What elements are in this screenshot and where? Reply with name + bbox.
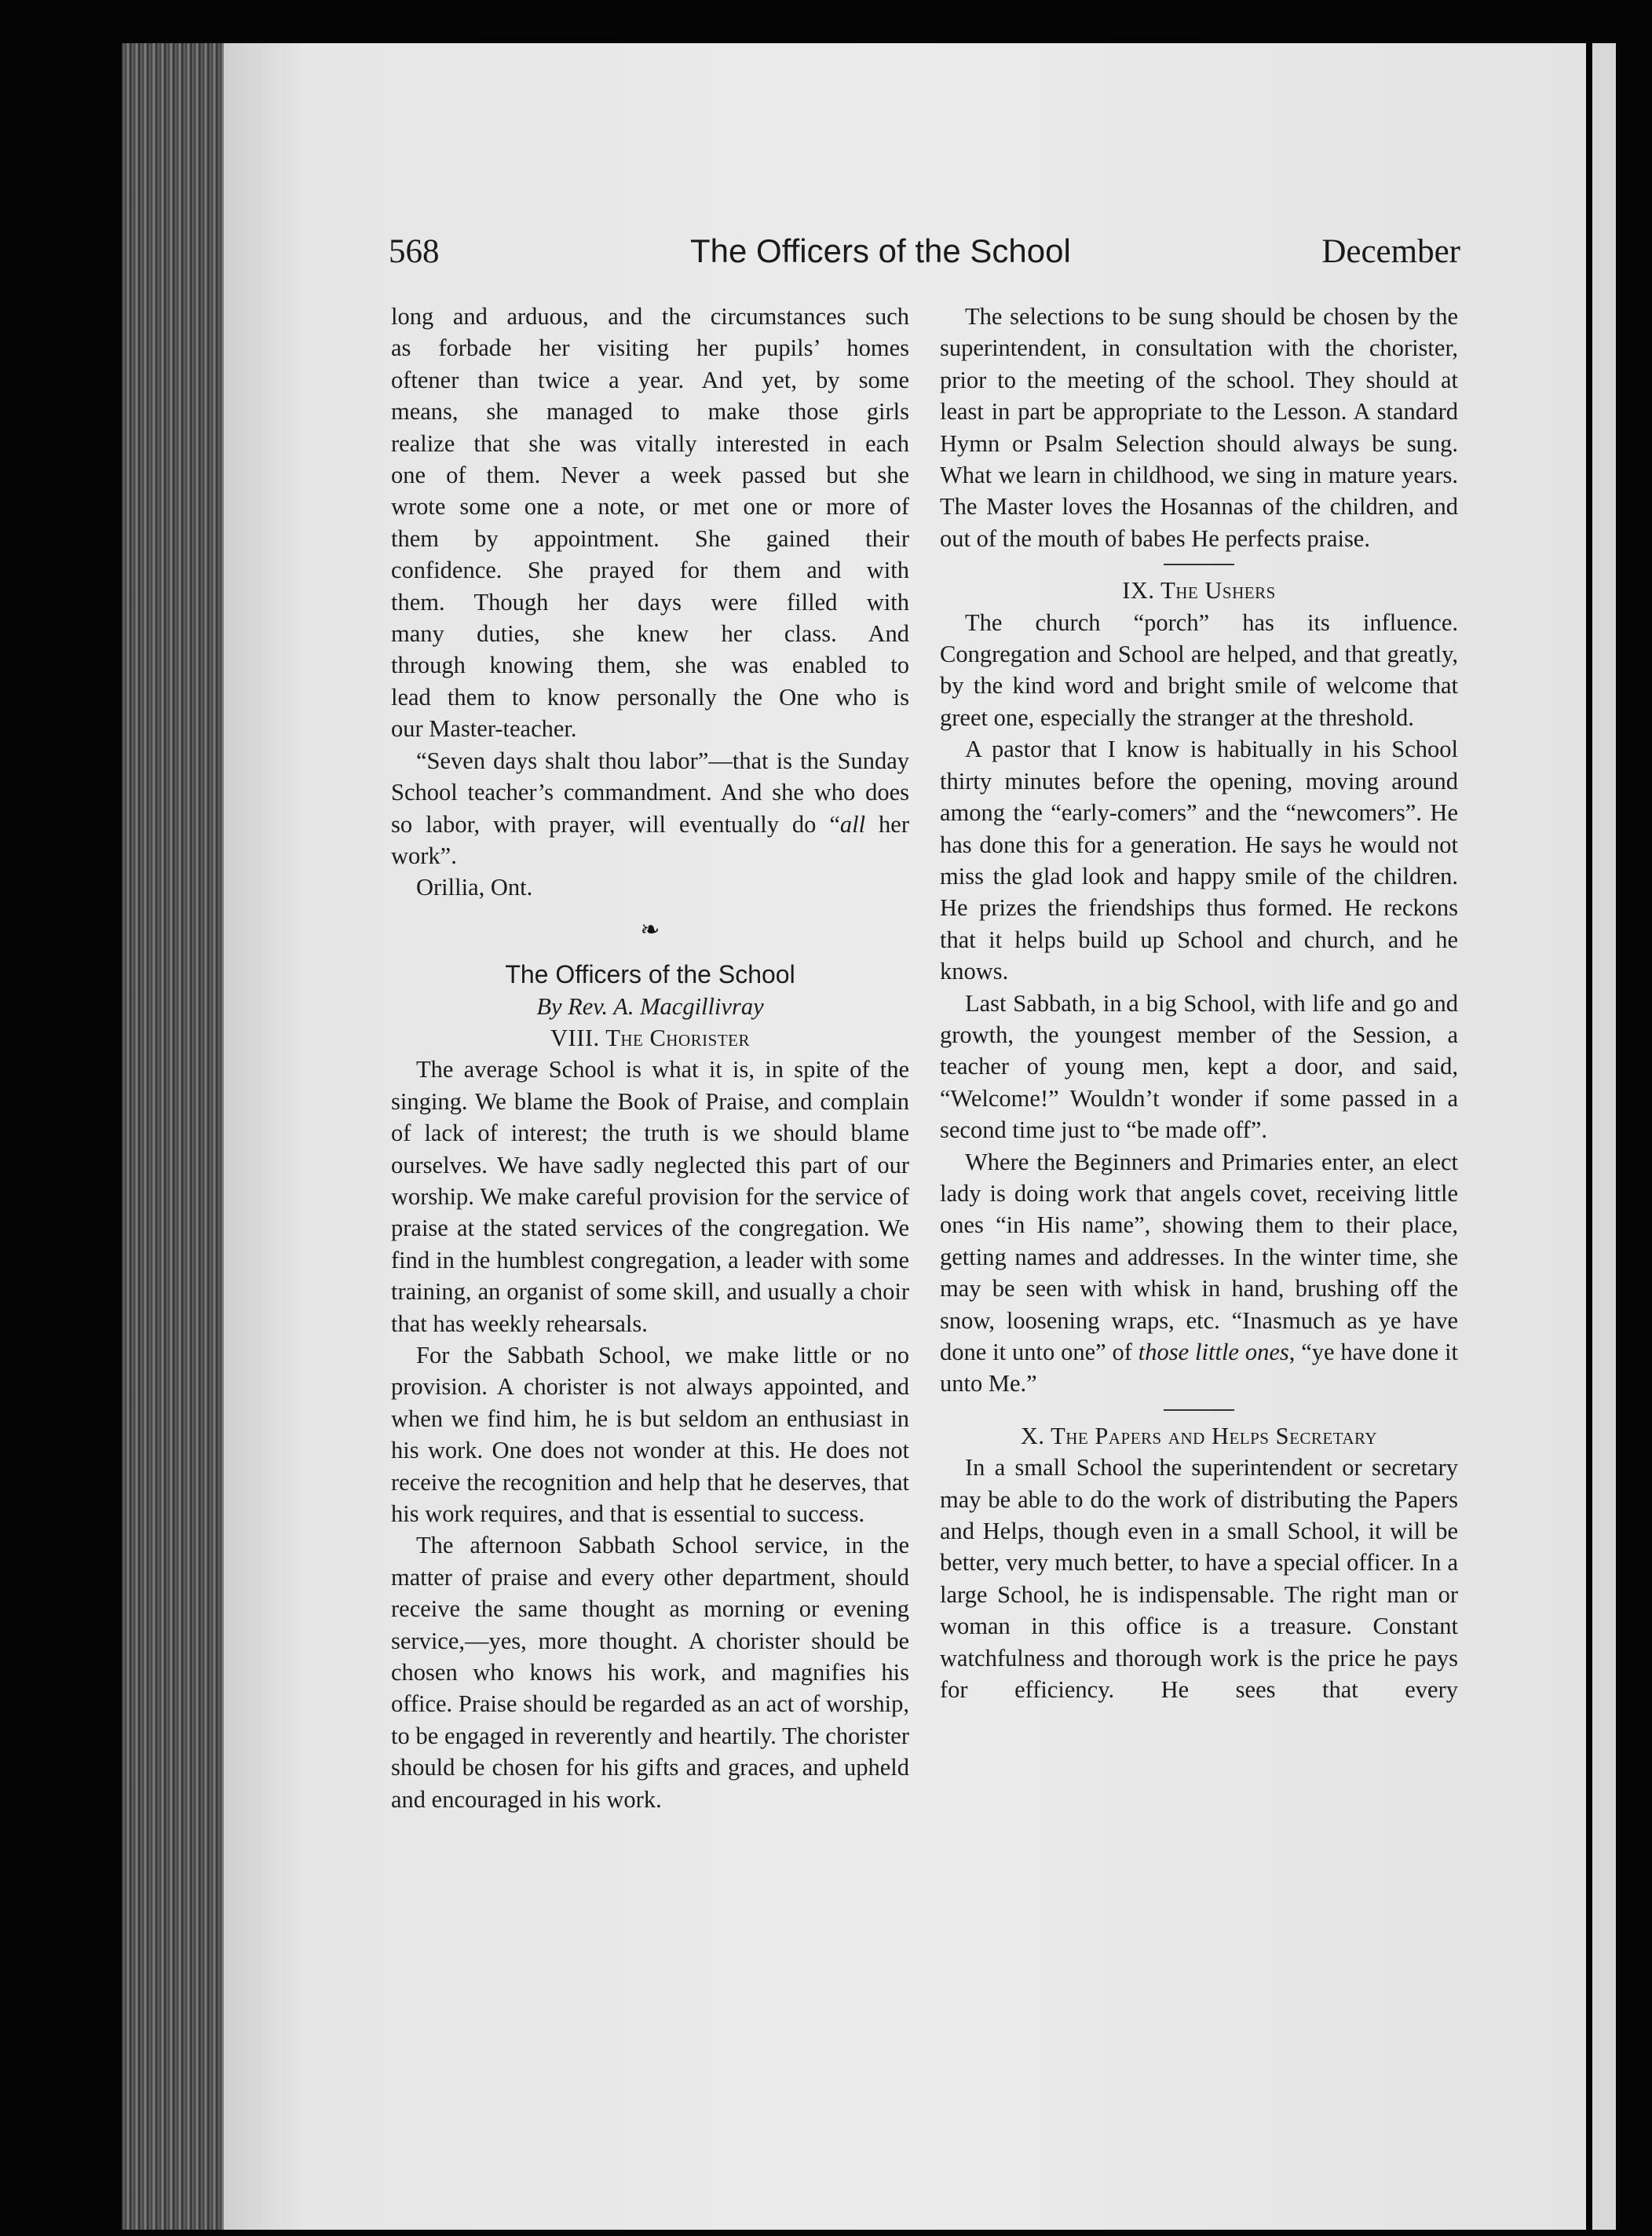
right-column bbox=[940, 301, 1458, 1705]
emphasis: all bbox=[839, 810, 866, 838]
paragraph: Last Sabbath, in a big School, with life and go and growth, the youngest member of the Session, a teacher of young men, kept a door, and said, “Welcome!” Wouldn’t wonder if some passed in a second time just to “be made off”. bbox=[940, 989, 1458, 1144]
text-line: oftener than twice a year. And yet, by some bbox=[391, 366, 909, 393]
signoff: Orillia, Ont. bbox=[416, 874, 533, 901]
text-line: many duties, she knew her class. And bbox=[391, 620, 909, 648]
divider bbox=[1164, 564, 1234, 565]
text-line: realize that she was vitally interested in each bbox=[391, 429, 909, 457]
running-header bbox=[389, 232, 1460, 280]
paragraph-text: , “ye have done it unto Me.” bbox=[940, 1339, 1458, 1398]
text-line: our Master-teacher. bbox=[391, 715, 577, 743]
paragraph: The afternoon Sabbath School service, in the matter of praise and every other department, should receive the same thought as morning or evening service,—yes, more thought. A chorister should be chosen who knows his work, and magnifies his office. Praise should be regarded as an act of worship, to be engaged in reverently and heartily. The chorister should be chosen for his gifts and graces, and upheld and encouraged in his work. bbox=[391, 1532, 909, 1813]
text-line: confidence. She prayed for them and with bbox=[391, 557, 909, 584]
text-line: as forbade her visiting her pupils’ homes bbox=[391, 334, 909, 362]
paragraph bbox=[940, 1146, 1458, 1400]
byline: By Rev. A. Macgillivray bbox=[536, 992, 764, 1020]
text-line: means, she managed to make those girls bbox=[391, 398, 909, 426]
paragraph-continued bbox=[391, 301, 909, 745]
paragraph: For the Sabbath School, we make little or no provision. A chorister is not always appointed, and when we find him, he is but seldom an enthusiast in his work. One does not wonder at this. He does not receive the recognition and help that he deserves, that his work requires, and that is essential to success. bbox=[391, 1342, 909, 1528]
text-line: wrote some one a note, or met one or more of bbox=[391, 493, 909, 521]
section-heading: VIII. The Chorister bbox=[550, 1024, 750, 1051]
divider bbox=[1164, 1409, 1234, 1411]
text-line: through knowing them, she was enabled to bbox=[391, 652, 909, 679]
text-line: them. Though her days were filled with bbox=[391, 588, 909, 616]
leaf-ornament-icon: ❧ bbox=[640, 916, 660, 943]
paragraph: In a small School the superintendent or secretary may be able to do the work of distributing the Papers and Helps, though even in a small School, it will be better, very much better, to have a special officer. In a large School, he is indispensable. The right man or woman in this office is a treasure. Constant watchfulness and thorough work is the price he pays for efficiency. He sees that every bbox=[940, 1454, 1458, 1704]
paragraph-text: “Seven days shalt thou labor”—that is the Sunday School teacher’s commandment. And she who does so labor, with prayer, will eventually do “ bbox=[391, 747, 909, 838]
text-line: long and arduous, and the circumstances such bbox=[391, 303, 909, 330]
paragraph: The average School is what it is, in spite of the singing. We blame the Book of Praise, and complain of lack of interest; the truth is we should blame ourselves. We have sadly neglected this part of our worship. We make careful provision for the service of praise at the stated services of the congregation. We find in the humblest congregation, a leader with some training, an organist of some skill, and usually a choir that has weekly rehearsals. bbox=[391, 1056, 909, 1337]
paragraph: A pastor that I know is habitually in his School thirty minutes before the opening, moving around among the “early-comers” and the “newcomers”. He has done this for a generation. He says he would not miss the glad look and happy smile of the children. He prizes the friendships thus formed. He reckons that it helps build up School and church, and he knows. bbox=[940, 736, 1458, 985]
text-line: them by appointment. She gained their bbox=[391, 524, 909, 552]
page-number: 568 bbox=[389, 233, 440, 270]
facing-page-edge bbox=[1592, 43, 1616, 2230]
paragraph: The selections to be sung should be chosen by the superintendent, in consultation with the chorister, prior to the meeting of the school. They should at least in part be appropriate to the Lesson. A standard Hymn or Psalm Selection should always be sung. What we learn in childhood, we sing in mature years. The Master loves the Hosannas of the children, and out of the mouth of babes He perfects praise. bbox=[940, 303, 1458, 552]
running-title: The Officers of the School bbox=[690, 232, 1071, 269]
article-title: The Officers of the School bbox=[505, 960, 795, 989]
text-line: lead them to know personally the One who is bbox=[391, 683, 909, 711]
section-heading: X. The Papers and Helps Secretary bbox=[1020, 1422, 1378, 1449]
left-column bbox=[391, 301, 909, 1815]
section-heading: IX. The Ushers bbox=[1122, 577, 1276, 605]
text-line: one of them. Never a week passed but she bbox=[391, 462, 909, 489]
issue-month: December bbox=[1321, 233, 1460, 270]
paragraph-text: Where the Beginners and Primaries enter, an elect lady is doing work that angels covet, receiving little ones “in His name”, showing them to their place, getting names and addresses. In the winter time, she may be seen with whisk in hand, brushing off the snow, loosening wraps, etc. “Inasmuch as ye have done it unto one” of bbox=[940, 1148, 1458, 1365]
paragraph-text: her work”. bbox=[391, 810, 909, 869]
paragraph bbox=[391, 745, 909, 872]
emphasis: those little ones bbox=[1138, 1339, 1289, 1365]
paragraph: The church “porch” has its influence. Congregation and School are helped, and that greatly, by the kind word and bright smile of welcome that greet one, especially the stranger at the threshold. bbox=[940, 608, 1458, 731]
